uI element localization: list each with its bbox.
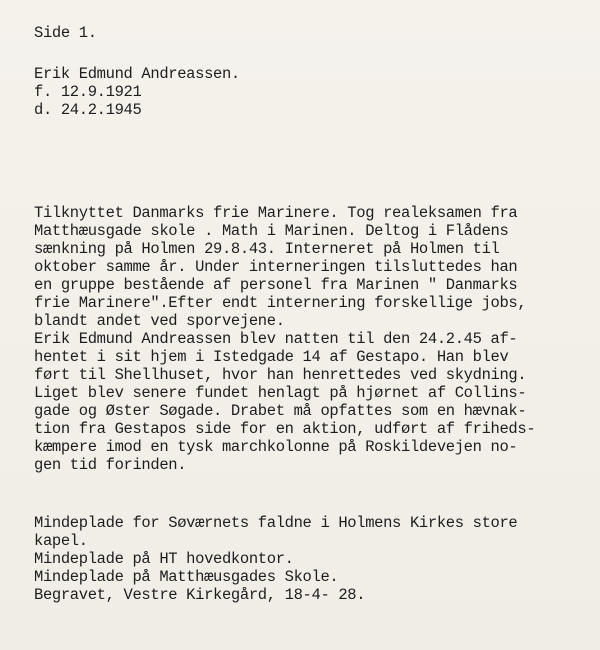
body-line: kæmpere imod en tysk marchkolonne på Roskildevejen no- xyxy=(34,438,518,456)
body-line: gade og Øster Søgade. Drabet må opfattes som en hævnak- xyxy=(34,402,527,420)
birth-date: f. 12.9.1921 xyxy=(34,83,142,101)
body-line: gen tid forinden. xyxy=(34,456,187,474)
body-line: frie Marinere".Efter endt internering forskellige jobs, xyxy=(34,294,527,312)
person-name: Erik Edmund Andreassen. xyxy=(34,65,240,83)
death-date: d. 24.2.1945 xyxy=(34,101,142,119)
body-line: Erik Edmund Andreassen blev natten til den 24.2.45 af- xyxy=(34,330,518,348)
body-line: Liget blev senere fundet henlagt på hjørnet af Collins- xyxy=(34,384,527,402)
body-line: hentet i sit hjem i Istedgade 14 af Gestapo. Han blev xyxy=(34,348,509,366)
body-line: Matthæusgade skole . Math i Marinen. Deltog i Flådens xyxy=(34,222,509,240)
burial-line: Begravet, Vestre Kirkegård, 18-4- 28. xyxy=(34,586,366,604)
body-line: Tilknyttet Danmarks frie Marinere. Tog realeksamen fra xyxy=(34,204,518,222)
body-line: en gruppe bestående af personel fra Marinen " Danmarks xyxy=(34,276,518,294)
memorial-line: Mindeplade for Søværnets faldne i Holmens Kirkes store xyxy=(34,514,518,532)
body-line: tion fra Gestapos side for en aktion, udført af friheds- xyxy=(34,420,536,438)
body-line: sænkning på Holmen 29.8.43. Interneret på Holmen til xyxy=(34,240,500,258)
body-line: oktober samme år. Under interneringen tilsluttedes han xyxy=(34,258,518,276)
memorial-line: Mindeplade på HT hovedkontor. xyxy=(34,550,294,568)
body-line: blandt andet ved sporvejene. xyxy=(34,312,285,330)
memorial-line: Mindeplade på Matthæusgades Skole. xyxy=(34,568,339,586)
page-label: Side 1. xyxy=(34,24,97,42)
memorial-line: kapel. xyxy=(34,532,88,550)
body-line: ført til Shellhuset, hvor han henrettedes ved skydning. xyxy=(34,366,527,384)
